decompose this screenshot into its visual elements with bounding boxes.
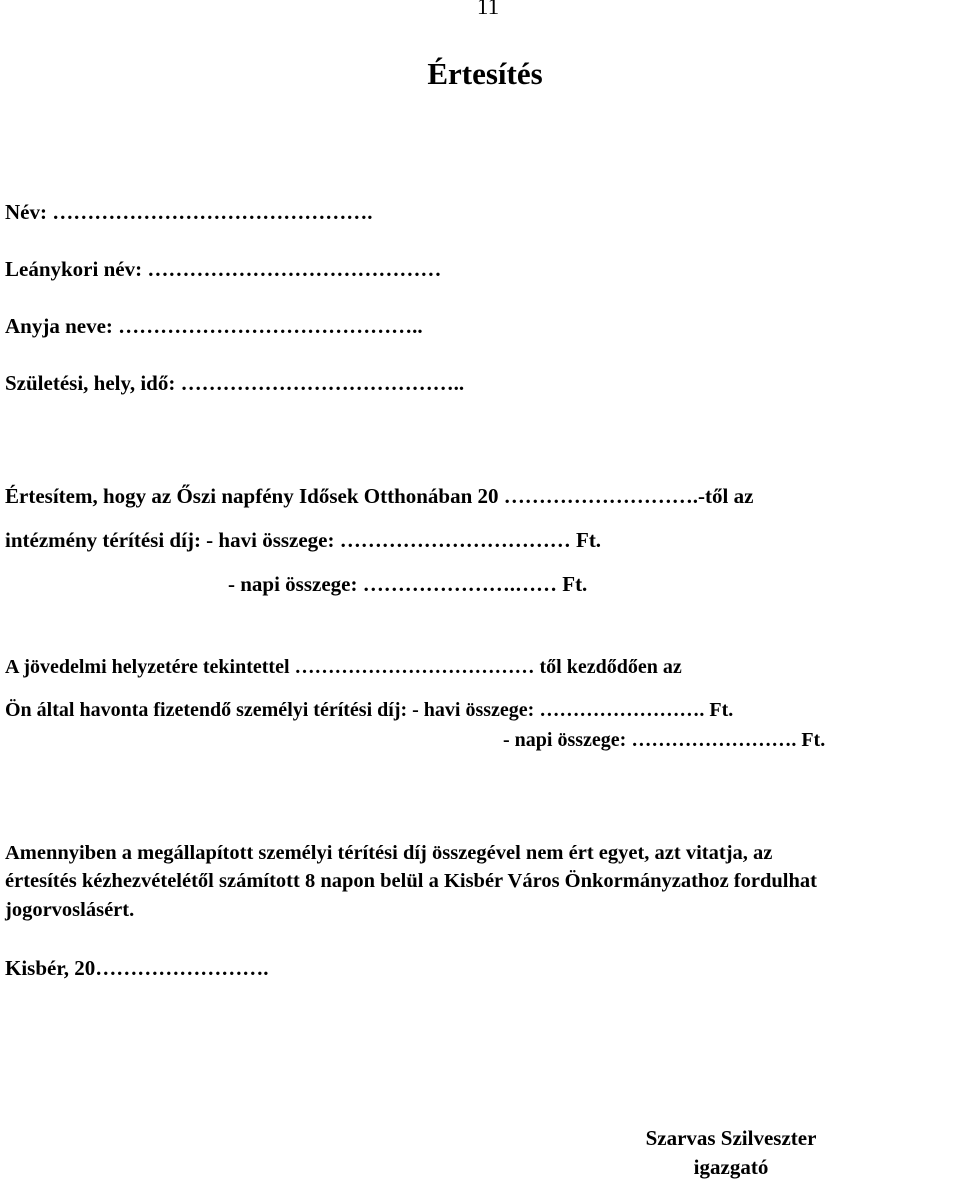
maiden-name-field: Leánykori név: …………………………………… xyxy=(5,257,442,281)
notice-line-1: Értesítem, hogy az Őszi napfény Idősek Otthonában 20 ……………………….-től az xyxy=(5,484,754,508)
income-line-1: A jövedelmi helyzetére tekintettel ……………………………… tő​l kezdődően az xyxy=(5,656,682,678)
place-date: Kisbér, 20……………………. xyxy=(5,956,269,980)
appeal-line-3: jogorvoslásért. xyxy=(5,899,135,921)
appeal-line-1: Amennyiben a megállapított személyi térítési díj összegével nem ért egyet, azt vitatja, az xyxy=(5,842,773,864)
birth-data-field: Születési, hely, idő: ………………………………….. xyxy=(5,371,465,395)
signature-name: Szarvas Szilveszter xyxy=(645,1126,817,1150)
document-title: Értesítés xyxy=(427,56,543,91)
income-line-2: Ön által havonta fizetendő személyi térítési díj: - havi összege: ……………………. Ft. xyxy=(5,699,734,721)
income-line-3: - napi összege: ……………………. Ft. xyxy=(503,729,826,751)
page-number: 11 xyxy=(476,0,500,19)
appeal-line-2: értesítés kézhezvételétől számított 8 napon belül a Kisbér Város Önkormányzathoz fordulhat xyxy=(5,870,817,892)
mother-name-field: Anyja neve: …………………………………….. xyxy=(5,314,423,338)
notice-line-3: - napi összege: ………………….…… Ft. xyxy=(228,572,588,596)
signature-role: igazgató xyxy=(693,1155,769,1179)
name-field: Név: ………………………………………. xyxy=(5,200,373,224)
notice-line-2: intézmény térítési díj: - havi összege: …………………………… Ft. xyxy=(5,528,602,552)
